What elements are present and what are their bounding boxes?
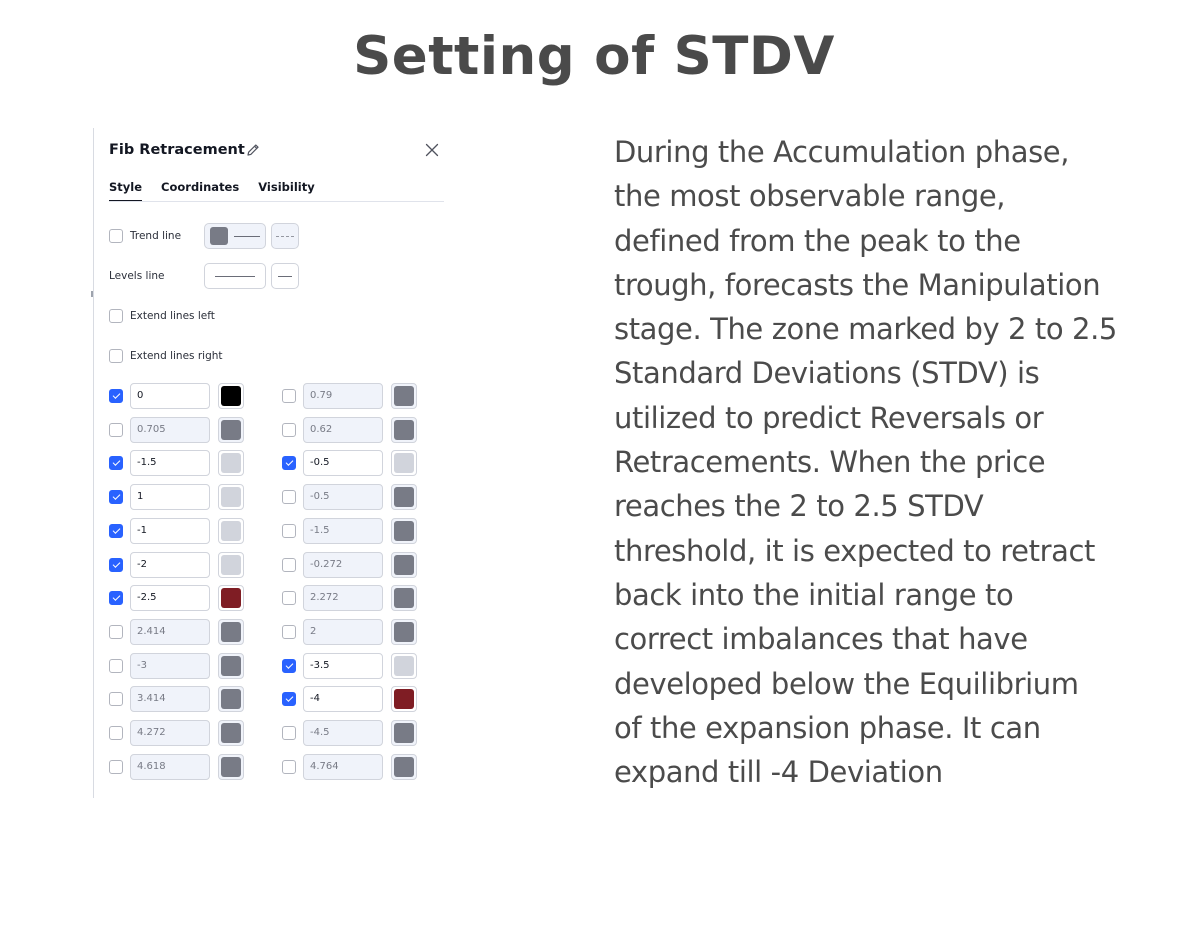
level-value-input[interactable]: 0.62 [303, 417, 383, 443]
description-line: expand till -4 Deviation [614, 755, 943, 790]
level-checkbox[interactable] [109, 591, 123, 605]
level-color-picker[interactable] [391, 754, 417, 780]
pencil-icon[interactable] [245, 142, 261, 158]
level-checkbox[interactable] [282, 625, 296, 639]
levels-line-style-button[interactable] [204, 263, 266, 289]
dashed-line-icon [276, 236, 294, 237]
level-color-picker[interactable] [218, 417, 244, 443]
level-value-input[interactable]: -0.5 [303, 450, 383, 476]
description-line: During the Accumulation phase, [614, 135, 1070, 169]
level-color-swatch [221, 656, 241, 676]
level-color-swatch [221, 487, 241, 507]
level-checkbox[interactable] [282, 456, 296, 470]
level-value-input[interactable]: 0.705 [130, 417, 210, 443]
level-checkbox[interactable] [109, 760, 123, 774]
level-checkbox[interactable] [109, 490, 123, 504]
tab-style[interactable]: Style [109, 180, 142, 202]
level-checkbox[interactable] [109, 659, 123, 673]
level-color-swatch [221, 757, 241, 777]
level-color-swatch [221, 555, 241, 575]
level-color-swatch [221, 521, 241, 541]
trend-line-color-swatch [210, 227, 228, 245]
description-line: utilized to predict Reversals or [614, 400, 1044, 435]
level-color-picker[interactable] [218, 720, 244, 746]
level-checkbox[interactable] [109, 389, 123, 403]
extend-left-checkbox[interactable] [109, 309, 123, 323]
tabs-divider [109, 201, 444, 202]
line-width-icon [278, 276, 292, 277]
level-color-swatch [221, 622, 241, 642]
level-color-swatch [394, 689, 414, 709]
trend-line-label: Trend line [130, 230, 182, 242]
level-value-input[interactable]: -1.5 [303, 518, 383, 544]
fib-retracement-settings-dialog [93, 128, 453, 798]
panel-resize-handle[interactable] [91, 291, 93, 297]
level-color-picker[interactable] [218, 552, 244, 578]
tab-coordinates[interactable]: Coordinates [161, 180, 240, 194]
panel-divider [93, 128, 94, 798]
trend-line-dash-button[interactable] [271, 223, 299, 249]
level-color-swatch [221, 723, 241, 743]
level-checkbox[interactable] [282, 692, 296, 706]
level-color-picker[interactable] [218, 653, 244, 679]
level-color-picker[interactable] [391, 450, 417, 476]
extend-left-label: Extend lines left [130, 310, 215, 322]
level-color-picker[interactable] [218, 619, 244, 645]
level-checkbox[interactable] [282, 423, 296, 437]
level-color-swatch [394, 453, 414, 473]
trend-line-style-button[interactable] [204, 223, 266, 249]
level-checkbox[interactable] [109, 524, 123, 538]
levels-line-label: Levels line [109, 270, 165, 282]
level-color-swatch [394, 555, 414, 575]
extend-left-option [109, 304, 215, 328]
level-color-picker[interactable] [391, 518, 417, 544]
description-line: of the expansion phase. It can [614, 710, 1041, 745]
level-checkbox[interactable] [282, 524, 296, 538]
level-color-picker[interactable] [391, 619, 417, 645]
level-value-input[interactable]: -0.272 [303, 552, 383, 578]
level-color-swatch [221, 588, 241, 608]
level-value-input[interactable]: -3.5 [303, 653, 383, 679]
description-line: stage. The zone marked by 2 to 2.5 [614, 312, 1117, 347]
level-checkbox[interactable] [282, 659, 296, 673]
level-color-picker[interactable] [391, 417, 417, 443]
level-color-swatch [394, 656, 414, 676]
level-value-input[interactable]: -2.5 [130, 585, 210, 611]
level-color-swatch [221, 420, 241, 440]
level-color-swatch [394, 588, 414, 608]
description-line: reaches the 2 to 2.5 STDV [614, 489, 984, 524]
level-value-input[interactable]: 0 [130, 383, 210, 409]
level-value-input[interactable]: 2 [303, 619, 383, 645]
level-color-picker[interactable] [391, 653, 417, 679]
description-text [614, 130, 1194, 794]
description-line: Standard Deviations (STDV) is [614, 356, 1040, 391]
level-color-picker[interactable] [391, 720, 417, 746]
level-color-swatch [394, 622, 414, 642]
level-checkbox[interactable] [282, 760, 296, 774]
level-value-input[interactable]: 0.79 [303, 383, 383, 409]
levels-line-option [109, 264, 164, 288]
level-color-picker[interactable] [218, 585, 244, 611]
level-color-swatch [221, 453, 241, 473]
level-color-swatch [394, 757, 414, 777]
level-color-swatch [394, 723, 414, 743]
level-value-input[interactable]: -1 [130, 518, 210, 544]
level-color-picker[interactable] [391, 552, 417, 578]
level-checkbox[interactable] [109, 726, 123, 740]
level-value-input[interactable]: 4.272 [130, 720, 210, 746]
trend-line-option [109, 224, 181, 248]
level-checkbox[interactable] [109, 456, 123, 470]
level-value-input[interactable]: -4.5 [303, 720, 383, 746]
level-checkbox[interactable] [109, 423, 123, 437]
description-line: developed below the Equilibrium [614, 666, 1079, 701]
level-color-picker[interactable] [218, 686, 244, 712]
solid-line-icon [215, 276, 255, 277]
level-value-input[interactable]: 2.414 [130, 619, 210, 645]
level-color-swatch [394, 386, 414, 406]
level-color-swatch [394, 420, 414, 440]
level-color-picker[interactable] [218, 754, 244, 780]
description-line: Retracements. When the price [614, 445, 1046, 480]
level-color-swatch [221, 689, 241, 709]
description-line: correct imbalances that have [614, 622, 1028, 657]
level-checkbox[interactable] [282, 490, 296, 504]
tab-visibility[interactable]: Visibility [258, 180, 315, 194]
level-checkbox[interactable] [282, 726, 296, 740]
level-value-input[interactable]: -3 [130, 653, 210, 679]
level-checkbox[interactable] [282, 558, 296, 572]
level-value-input[interactable]: -1.5 [130, 450, 210, 476]
level-color-picker[interactable] [391, 686, 417, 712]
level-value-input[interactable]: 4.618 [130, 754, 210, 780]
description-line: defined from the peak to the [614, 223, 1021, 258]
level-value-input[interactable]: 4.764 [303, 754, 383, 780]
description-line: threshold, it is expected to retract [614, 533, 1096, 568]
level-color-swatch [221, 386, 241, 406]
level-value-input[interactable]: 2.272 [303, 585, 383, 611]
page-title: Setting of STDV [353, 26, 835, 87]
level-color-picker[interactable] [218, 484, 244, 510]
level-value-input[interactable]: -0.5 [303, 484, 383, 510]
level-color-picker[interactable] [391, 585, 417, 611]
extend-right-label: Extend lines right [130, 350, 223, 362]
level-color-picker[interactable] [218, 450, 244, 476]
level-color-picker[interactable] [391, 484, 417, 510]
level-checkbox[interactable] [109, 625, 123, 639]
level-color-picker[interactable] [391, 383, 417, 409]
level-value-input[interactable]: 1 [130, 484, 210, 510]
description-line: trough, forecasts the Manipulation [614, 267, 1101, 302]
level-color-swatch [394, 521, 414, 541]
dialog-tabs [109, 180, 315, 202]
level-checkbox[interactable] [109, 692, 123, 706]
solid-line-icon [234, 236, 260, 237]
description-line: back into the initial range to [614, 577, 1014, 612]
levels-line-width-button[interactable] [271, 263, 299, 289]
close-icon[interactable] [424, 142, 440, 158]
level-color-picker[interactable] [218, 383, 244, 409]
extend-right-checkbox[interactable] [109, 349, 123, 363]
level-value-input[interactable]: -4 [303, 686, 383, 712]
level-checkbox[interactable] [109, 558, 123, 572]
description-line: the most observable range, [614, 179, 1006, 214]
extend-right-option [109, 344, 223, 368]
level-color-swatch [394, 487, 414, 507]
dialog-title: Fib Retracement [109, 142, 245, 158]
level-color-picker[interactable] [218, 518, 244, 544]
level-value-input[interactable]: 3.414 [130, 686, 210, 712]
trend-line-checkbox[interactable] [109, 229, 123, 243]
level-checkbox[interactable] [282, 591, 296, 605]
level-value-input[interactable]: -2 [130, 552, 210, 578]
level-checkbox[interactable] [282, 389, 296, 403]
